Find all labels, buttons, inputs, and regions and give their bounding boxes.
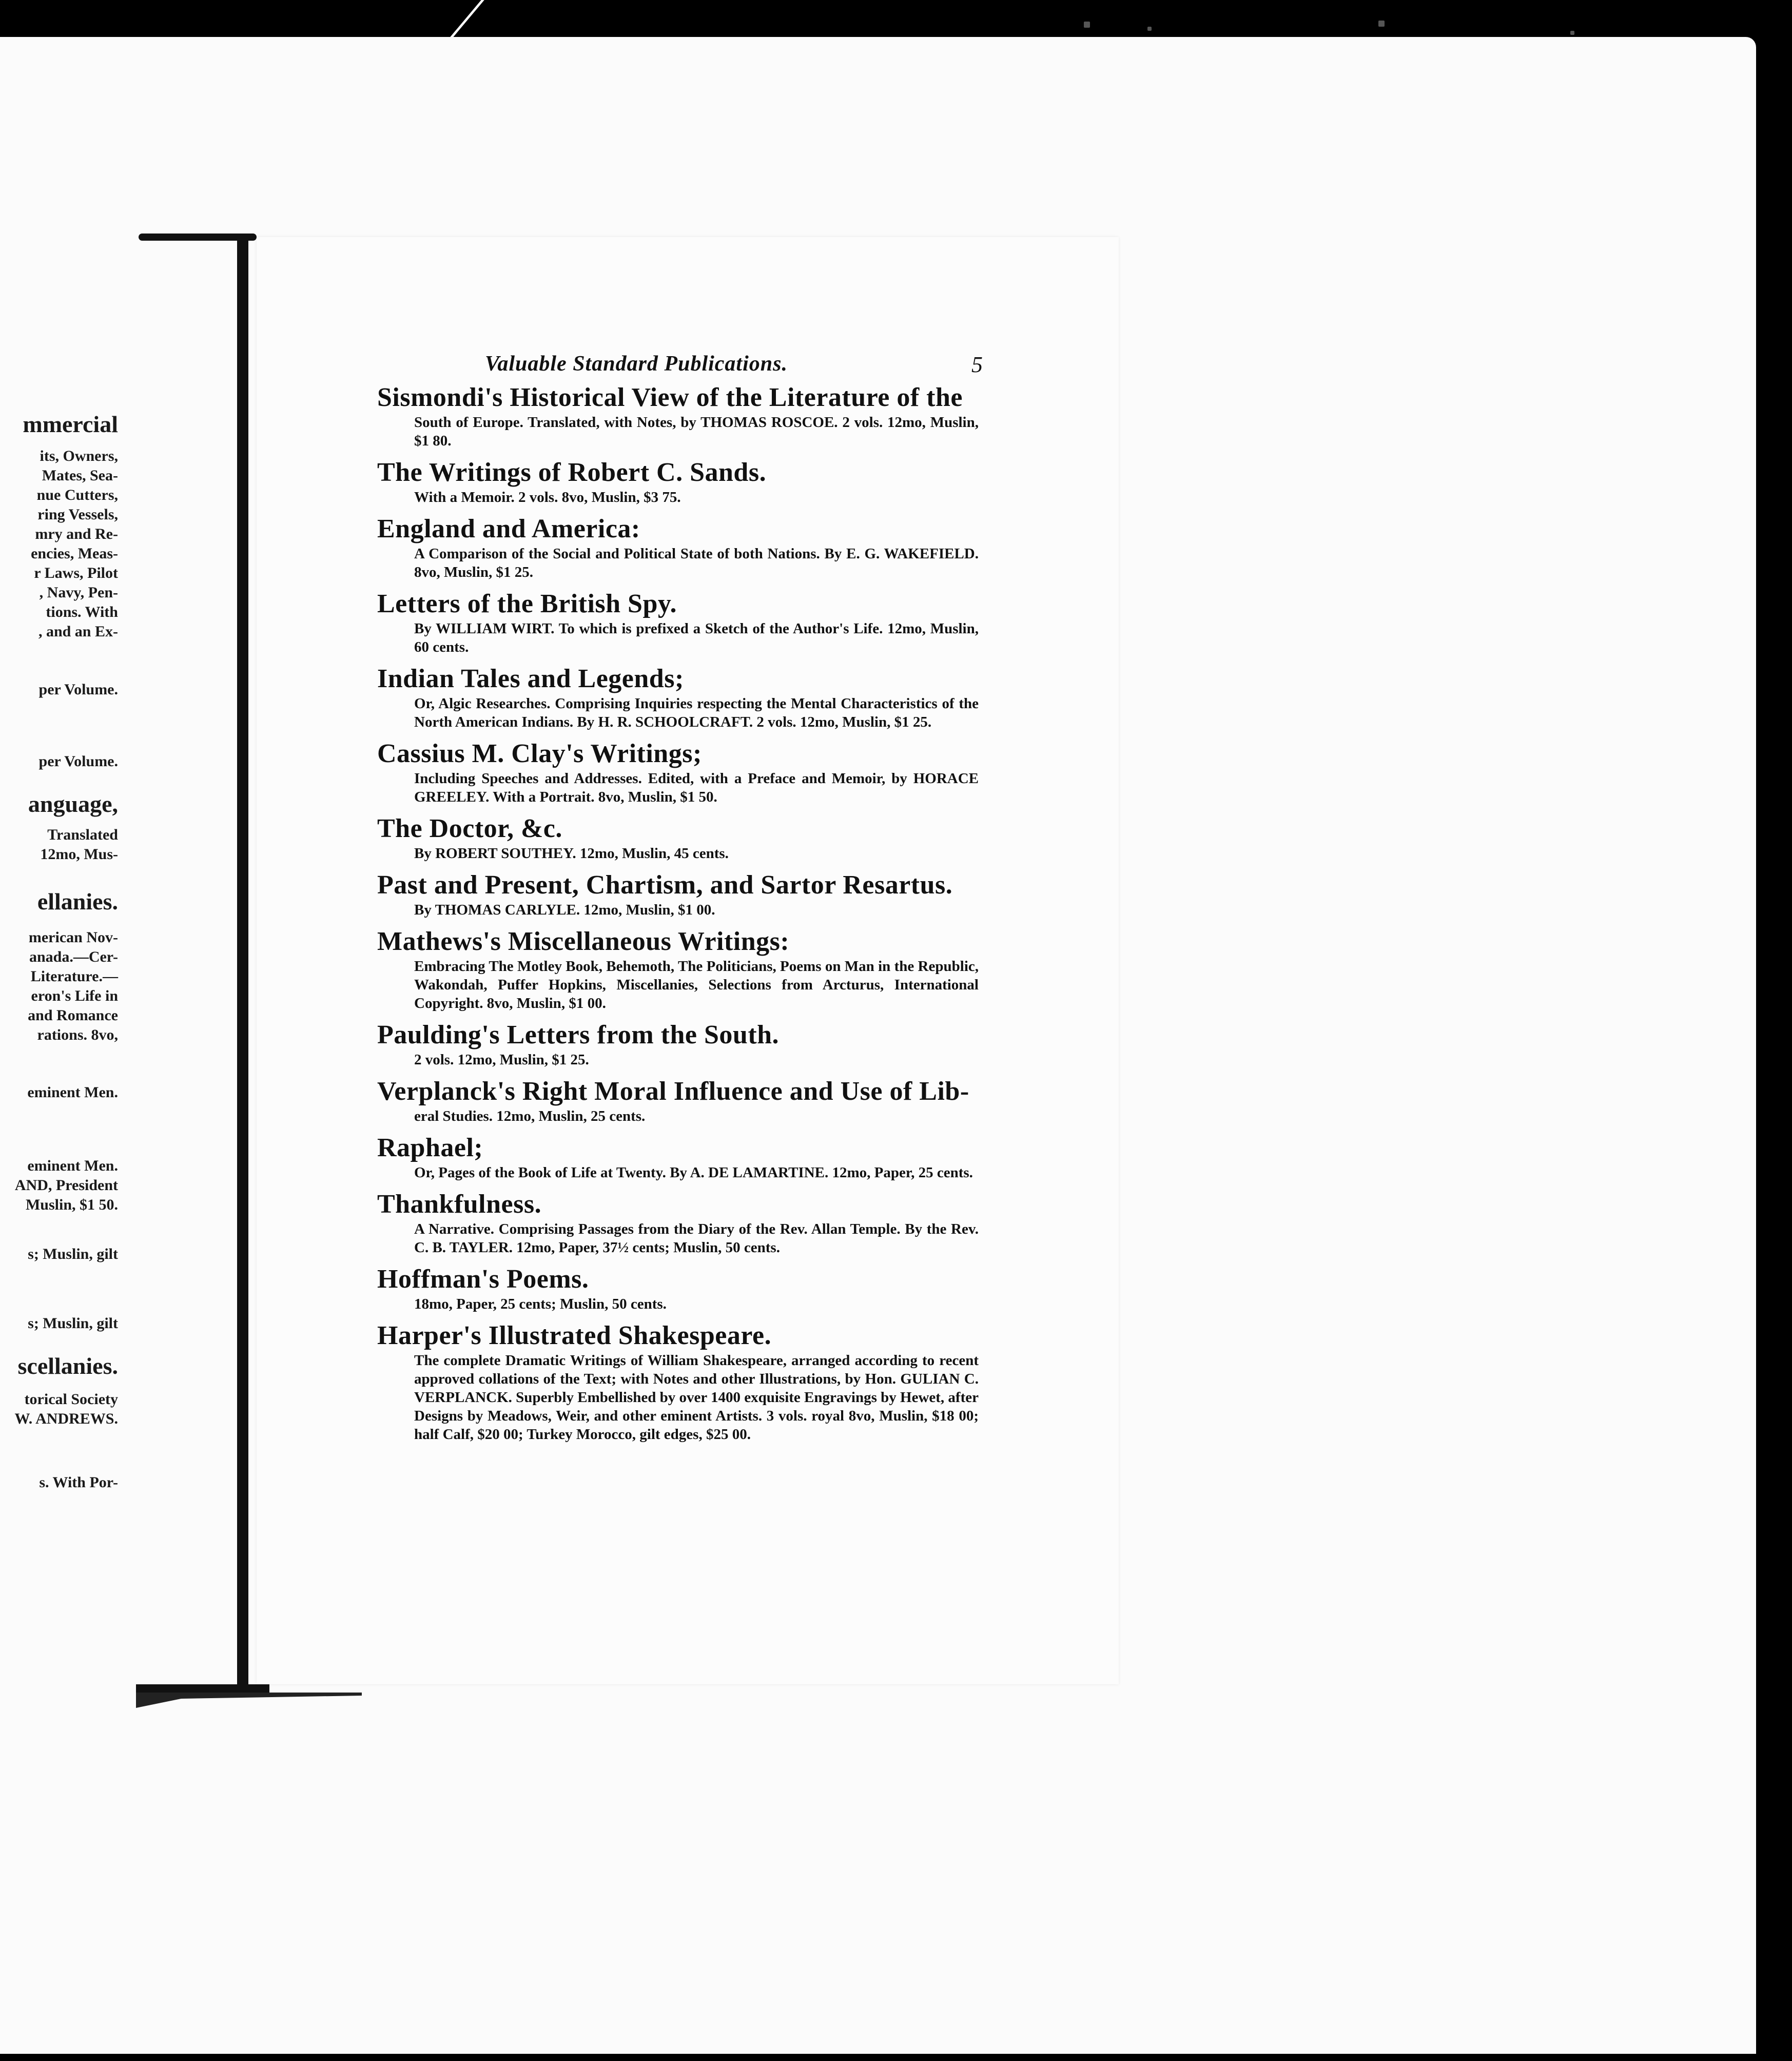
left-page-text: merican Nov- (28, 929, 118, 946)
publication-title: Harper's Illustrated Shakespeare. (377, 1321, 772, 1350)
running-head (377, 346, 983, 382)
left-page-text: eron's Life in (31, 987, 118, 1004)
publication-entry (377, 870, 983, 919)
left-page-text: rations. 8vo, (37, 1026, 118, 1043)
left-page-text: ellanies. (37, 888, 118, 915)
left-page-text: , and an Ex- (38, 623, 118, 640)
publication-description: With a Memoir. 2 vols. 8vo, Muslin, $3 75. (414, 489, 681, 505)
publication-description: The complete Dramatic Writings of William Shakespeare, arranged according to recent approved collations of the Text; with Notes and other Illustrations, by Hon. GULIAN C. VERPLANCK. Superbly Embellished by over 1400 exquisite Engravings by Hewet, after Designs by Meadows, Weir, and other eminent Artists. 3 vols. royal 8vo, Muslin, $18 00; half Calf, $20 00; Turkey Morocco, gilt edges, $25 00. (414, 1352, 979, 1443)
left-page-text: s. With Por- (39, 1474, 118, 1491)
publication-title: Mathews's Miscellaneous Writings: (377, 927, 790, 956)
publication-title: Raphael; (377, 1133, 483, 1162)
publication-title: Indian Tales and Legends; (377, 664, 684, 693)
left-page-text: W. ANDREWS. (14, 1410, 118, 1427)
scan-artifact-dot (1378, 21, 1385, 27)
publication-entry (377, 457, 983, 507)
book-gutter (237, 237, 248, 1687)
publication-entry (377, 926, 983, 1013)
left-page-text: mry and Re- (35, 526, 118, 542)
page-number: 5 (971, 352, 983, 377)
publication-entry (377, 589, 983, 656)
scan-artifact-dot (1570, 31, 1574, 35)
publication-description: Or, Pages of the Book of Life at Twenty. By A. DE LAMARTINE. 12mo, Paper, 25 cents. (414, 1164, 973, 1181)
left-page-text: , Navy, Pen- (39, 584, 118, 601)
publication-title: Thankfulness. (377, 1190, 542, 1219)
publication-description: Including Speeches and Addresses. Edited, with a Preface and Memoir, by HORACE GREELEY. With a Portrait. 8vo, Muslin, $1 50. (414, 770, 979, 805)
publication-entry (377, 1076, 983, 1125)
publication-description: By WILLIAM WIRT. To which is prefixed a Sketch of the Author's Life. 12mo, Muslin, 60 cents. (414, 620, 979, 655)
publication-description: 18mo, Paper, 25 cents; Muslin, 50 cents. (414, 1296, 667, 1312)
publication-description: Embracing The Motley Book, Behemoth, The Politicians, Poems on Man in the Republic, Wakondah, Puffer Hopkins, Miscellanies, Selections from Arcturus, International Copyright. 8vo, Muslin, $1 00. (414, 958, 979, 1012)
left-page-text: s; Muslin, gilt (28, 1315, 118, 1332)
left-page-text: eminent Men. (27, 1084, 118, 1101)
book-gutter-bottom (136, 1684, 269, 1693)
publication-title: Past and Present, Chartism, and Sartor Resartus. (377, 870, 953, 900)
left-page-text: per Volume. (38, 681, 118, 698)
left-page-text: Muslin, $1 50. (25, 1196, 118, 1213)
left-page-text: eminent Men. (27, 1157, 118, 1174)
publication-entry (377, 738, 983, 806)
left-page-text: per Volume. (38, 753, 118, 770)
left-page-text: tions. With (46, 604, 118, 620)
publication-title: England and America: (377, 514, 640, 543)
scan-artifact-dot (1147, 27, 1152, 31)
publication-entry (377, 813, 983, 863)
publication-description: South of Europe. Translated, with Notes, by THOMAS ROSCOE. 2 vols. 12mo, Muslin, $1 80. (414, 414, 979, 449)
publication-title: Sismondi's Historical View of the Literature of the (377, 383, 963, 412)
left-page-text: Translated (47, 826, 118, 843)
left-page-text: its, Owners, (40, 448, 118, 464)
publication-description: eral Studies. 12mo, Muslin, 25 cents. (414, 1108, 646, 1124)
left-page-text: mmercial (23, 411, 118, 437)
publication-entry (377, 1020, 983, 1069)
left-page-text: nue Cutters, (36, 487, 118, 503)
publication-description: 2 vols. 12mo, Muslin, $1 25. (414, 1052, 589, 1068)
publication-description: A Comparison of the Social and Political State of both Nations. By E. G. WAKEFIELD. 8vo, Muslin, $1 25. (414, 546, 979, 580)
left-page-text: r Laws, Pilot (34, 565, 118, 581)
publication-title: Hoffman's Poems. (377, 1265, 589, 1294)
left-page-text: s; Muslin, gilt (28, 1246, 118, 1262)
left-page-text: Mates, Sea- (42, 467, 118, 484)
publication-description: Or, Algic Researches. Comprising Inquiries respecting the Mental Characteristics of the North American Indians. By H. R. SCHOOLCRAFT. 2 vols. 12mo, Muslin, $1 25. (414, 695, 979, 730)
publication-entry (377, 382, 983, 450)
left-page-text: anguage, (28, 791, 118, 817)
left-page-text: 12mo, Mus- (40, 846, 118, 863)
publication-title: Cassius M. Clay's Writings; (377, 739, 702, 768)
publication-title: Paulding's Letters from the South. (377, 1020, 780, 1049)
left-page-text: torical Society (24, 1391, 118, 1408)
publication-list (377, 382, 983, 1444)
publication-title: Letters of the British Spy. (377, 589, 677, 618)
publication-entry (377, 664, 983, 731)
publication-title: Verplanck's Right Moral Influence and Use of Lib- (377, 1077, 969, 1106)
left-page-text: Literature.— (30, 968, 118, 985)
publication-entry (377, 514, 983, 581)
scan-artifact-dot (1084, 22, 1090, 28)
publication-entry (377, 1264, 983, 1313)
publication-title: The Doctor, &c. (377, 814, 562, 843)
publication-entry (377, 1189, 983, 1257)
left-page-text: ring Vessels, (37, 506, 118, 523)
publication-description: By THOMAS CARLYLE. 12mo, Muslin, $1 00. (414, 902, 715, 918)
publication-description: A Narrative. Comprising Passages from the Diary of the Rev. Allan Temple. By the Rev. C. B. TAYLER. 12mo, Paper, 37½ cents; Muslin, 50 cents. (414, 1221, 979, 1256)
publication-title: The Writings of Robert C. Sands. (377, 458, 767, 487)
publication-description: By ROBERT SOUTHEY. 12mo, Muslin, 45 cents. (414, 845, 729, 862)
left-page-text: AND, President (14, 1177, 118, 1194)
left-page-text: scellanies. (17, 1353, 118, 1379)
publication-entry (377, 1320, 983, 1444)
left-page-text: and Romance (28, 1007, 118, 1024)
publication-entry (377, 1133, 983, 1182)
page-content (377, 346, 983, 1451)
left-page-text: encies, Meas- (31, 545, 118, 562)
left-page-text: anada.—Cer- (29, 948, 118, 965)
running-title: Valuable Standard Publications. (485, 352, 788, 376)
